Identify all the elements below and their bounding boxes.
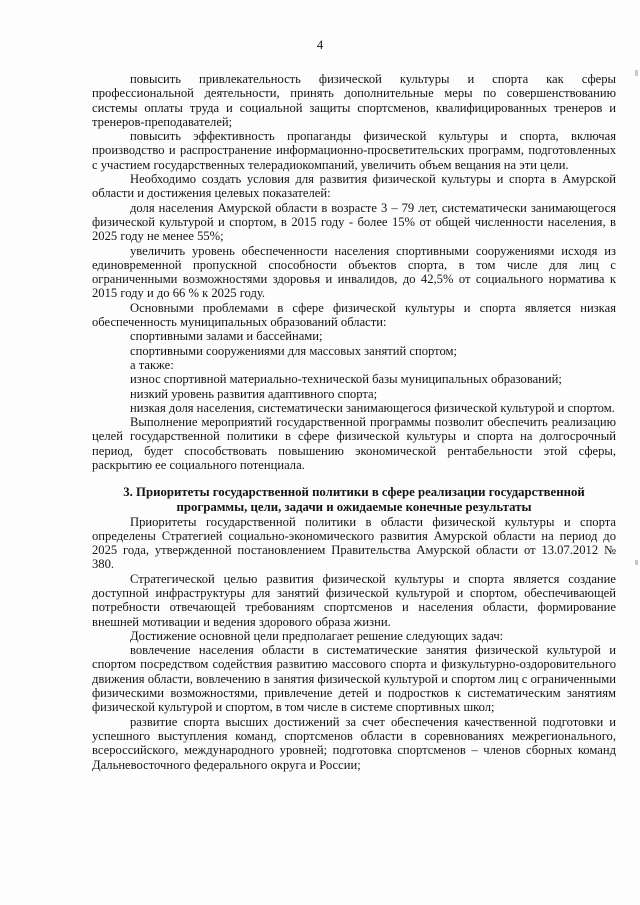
- page-content: [92, 72, 616, 772]
- section-heading: 3. Приоритеты государственной политики в сфере реализации государственной программы, цели, задачи и ожидаемые конечные результаты: [123, 485, 585, 514]
- paragraph: доля населения Амурской области в возрасте 3 – 79 лет, систематически занимающегося физической культурой и спортом, в 2015 году - более 15% от общей численности населения, в 2025 году не менее 55%;: [92, 200, 616, 244]
- section-spacer: [92, 472, 616, 485]
- paragraph: Необходимо создать условия для развития физической культуры и спорта в Амурской области и достижения целевых показателей:: [92, 172, 616, 201]
- paragraph: повысить привлекательность физической культуры и спорта как сферы профессиональной деятельности, принять дополнительные меры по совершенствованию системы оплаты труда и социальной защиты спортсменов, квалифицированных тренеров и тренеров-преподавателей;: [92, 72, 616, 129]
- list-item: низкий уровень развития адаптивного спорта;: [130, 386, 378, 401]
- paragraph: увеличить уровень обеспеченности населения спортивными сооружениями исходя из единовременной пропускной способности объектов спорта, в том числе для лиц с ограниченными возможностями здоровья и инвалидов, до 42,5% от социального норматива к 2015 году и до 66 % к 2025 году.: [92, 243, 616, 301]
- paragraph: Основными проблемами в сфере физической культуры и спорта является низкая обеспеченность муниципальных образований области:: [92, 300, 616, 330]
- list-item: износ спортивной материально-технической базы муниципальных образований;: [130, 372, 562, 387]
- list-item: низкая доля населения, систематически занимающегося физической культурой и спортом.: [130, 400, 615, 415]
- scan-edge-mark: [635, 70, 638, 76]
- paragraph: а также:: [130, 357, 174, 372]
- paragraph: Стратегической целью развития физической культуры и спорта является создание доступной инфраструктуры для занятий физической культурой и спортом, обеспечивающей потребности отвечающей требованиям спортсменов и населения области, формирование внешней мотивации и ведения здорового образа жизни.: [92, 571, 616, 629]
- list-item: вовлечение населения области в систематические занятия физической культурой и спортом посредством содействия развитию массового спорта и физкультурно-оздоровительного движения области, вовлечению в занятия физической культурой и спортом лиц с ограниченными физическими возможностями, привлечение детей и подростков к систематическим занятиям физической культурой и спортом, в том числе в системе спортивных школ;: [92, 643, 616, 715]
- page-number: 4: [316, 38, 324, 52]
- paragraph: Достижение основной цели предполагает решение следующих задач:: [130, 628, 504, 643]
- list-item: спортивными сооружениями для массовых занятий спортом;: [130, 343, 457, 358]
- scan-edge-mark: [635, 560, 638, 565]
- list-item: развитие спорта высших достижений за счет обеспечения качественной подготовки и успешного выступления команд, спортсменов области в соревнованиях межрегионального, всероссийского, международного уровней; подготовка спортсменов – членов сборных команд Дальневосточного федерального округа и России;: [92, 714, 616, 772]
- list-item: спортивными залами и бассейнами;: [130, 329, 323, 344]
- paragraph: Выполнение мероприятий государственной программы позволит обеспечить реализацию целей государственной политики в сфере физической культуры и спорта на долгосрочный период, будет способствовать повышению экономической рентабельности этой сферы, раскрытию ее социального потенциала.: [92, 415, 616, 473]
- paragraph: Приоритеты государственной политики в области физической культуры и спорта определены Стратегией социально-экономического развития Амурской области на период до 2025 года, утвержденной постановлением Правительства Амурской области от 13.07.2012 № 380.: [92, 514, 616, 572]
- paragraph: повысить эффективность пропаганды физической культуры и спорта, включая производство и распространение информационно-просветительских программ, подготовленных с участием государственных телерадиокомпаний, увеличить объем вещания на эти цели.: [92, 129, 616, 172]
